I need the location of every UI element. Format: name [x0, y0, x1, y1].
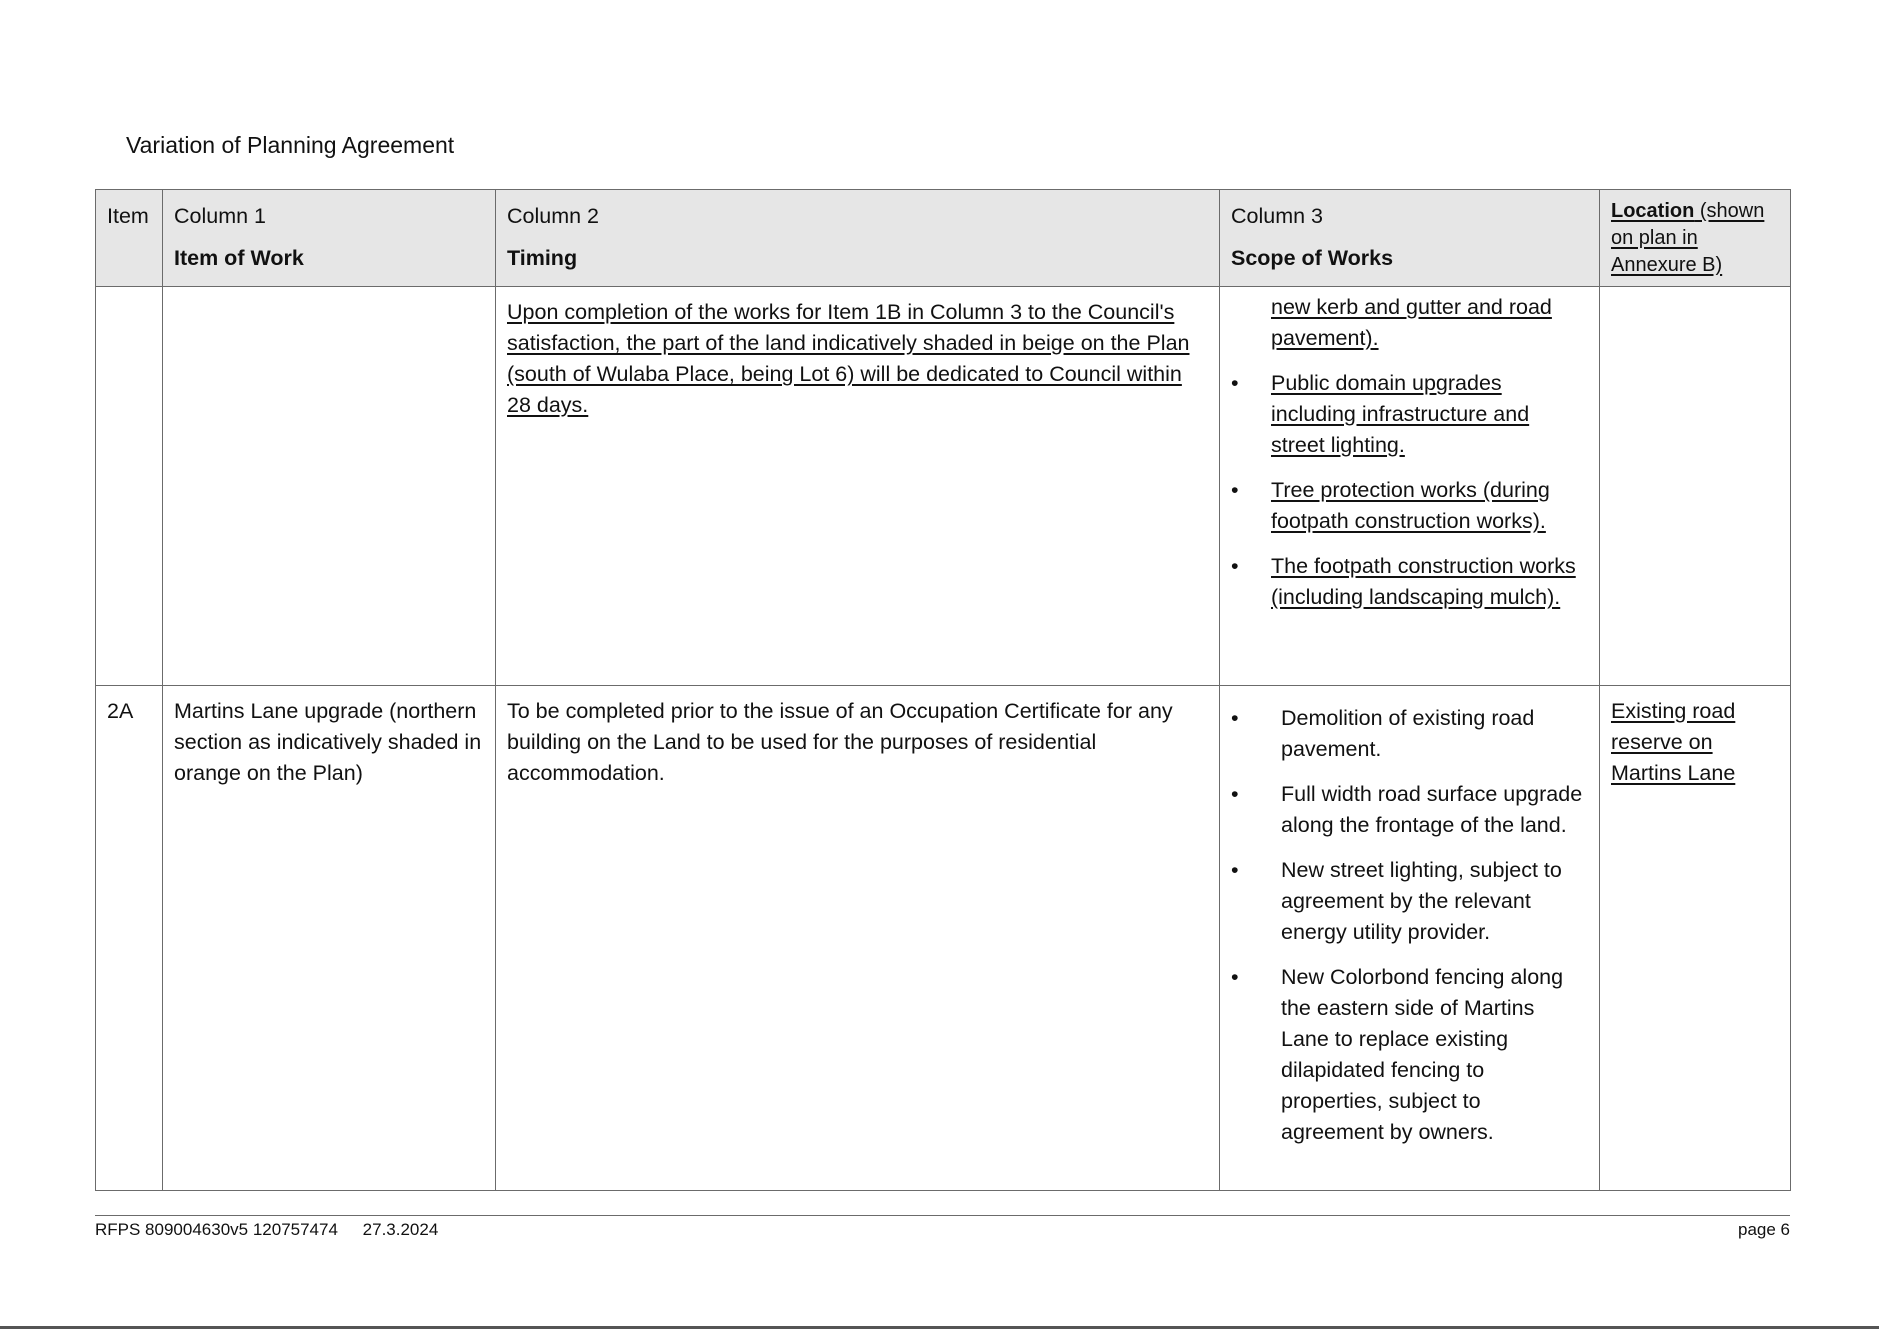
header-location-rest: (shown on plan in Annexure B): [1611, 200, 1765, 276]
header-location: [1600, 190, 1791, 287]
header-column-3: [1220, 190, 1600, 287]
document-header-title: Variation of Planning Agreement: [126, 132, 455, 158]
footer-reference: [95, 1219, 438, 1241]
row-2a-item-of-work-cell: Martins Lane upgrade (northern section as indicatively shaded in orange on the Plan): [163, 686, 496, 1191]
table-header-row: [96, 190, 1791, 287]
works-schedule-table: [95, 189, 1791, 1191]
list-item: • The footpath construction works (including landscaping mulch).: [1231, 551, 1588, 613]
bullet-icon: •: [1231, 782, 1239, 806]
bullet-icon: •: [1231, 706, 1239, 730]
header-scope-of-works: Scope of Works: [1231, 246, 1394, 270]
row-1-timing-text: Upon completion of the works for Item 1B in Column 3 to the Council's satisfaction, the part of the land indicatively shaded in beige on the Plan (south of Wulaba Place, being Lot 6) will be dedicated to Council within 28 days.: [507, 300, 1190, 417]
header-column-2-label: Column 2: [507, 204, 600, 228]
row-1-scope-list: [1231, 368, 1588, 613]
row-1-timing-cell: [496, 287, 1220, 686]
list-item: • Full width road surface upgrade along the frontage of the land.: [1231, 779, 1588, 841]
list-item: • New street lighting, subject to agreement by the relevant energy utility provider.: [1231, 855, 1588, 948]
header-column-2: [496, 190, 1220, 287]
header-item-of-work: Item of Work: [174, 246, 304, 270]
header-location-bold: Location: [1611, 200, 1695, 222]
row-2a-item-cell: 2A: [96, 686, 163, 1191]
row-2a-timing-cell: To be completed prior to the issue of an Occupation Certificate for any building on the Land to be used for the purposes of residential accommodation.: [496, 686, 1220, 1191]
row-1-item-of-work-cell: [163, 287, 496, 686]
footer-page-number: page 6: [1738, 1220, 1790, 1239]
header-column-1-label: Column 1: [174, 204, 267, 228]
list-item: • Demolition of existing road pavement.: [1231, 703, 1588, 765]
footer-doc-ref: RFPS 809004630v5 120757474: [95, 1220, 338, 1239]
bullet-icon: •: [1231, 965, 1239, 989]
footer-divider: [95, 1215, 1790, 1216]
footer-date: 27.3.2024: [362, 1220, 439, 1239]
row-1-item-cell: [96, 287, 163, 686]
row-2a-location-cell: [1600, 686, 1791, 1191]
bullet-icon: •: [1231, 478, 1239, 502]
header-item-label: Item: [107, 204, 149, 228]
row-2a-scope-cell: [1220, 686, 1600, 1191]
header-column-1: [163, 190, 496, 287]
table-row: [96, 287, 1791, 686]
row-1-scope-cell: [1220, 287, 1600, 686]
bullet-icon: •: [1231, 554, 1239, 578]
header-column-3-label: Column 3: [1231, 204, 1324, 228]
row-2a-scope-list: [1231, 703, 1588, 1148]
table-row: [96, 686, 1791, 1191]
row-1-scope-continued-text: new kerb and gutter and road pavement).: [1271, 295, 1552, 350]
bullet-icon: •: [1231, 858, 1239, 882]
row-1-location-cell: [1600, 287, 1791, 686]
header-item: [96, 190, 163, 287]
list-item: • Public domain upgrades including infrastructure and street lighting.: [1231, 368, 1588, 461]
header-timing: Timing: [507, 246, 578, 270]
row-2a-location-text: Existing road reserve on Martins Lane: [1611, 699, 1736, 785]
bullet-icon: •: [1231, 371, 1239, 395]
list-item: • Tree protection works (during footpath construction works).: [1231, 475, 1588, 537]
list-item: • New Colorbond fencing along the eastern side of Martins Lane to replace existing dilapidated fencing to properties, subject to agreement by owners.: [1231, 962, 1588, 1148]
